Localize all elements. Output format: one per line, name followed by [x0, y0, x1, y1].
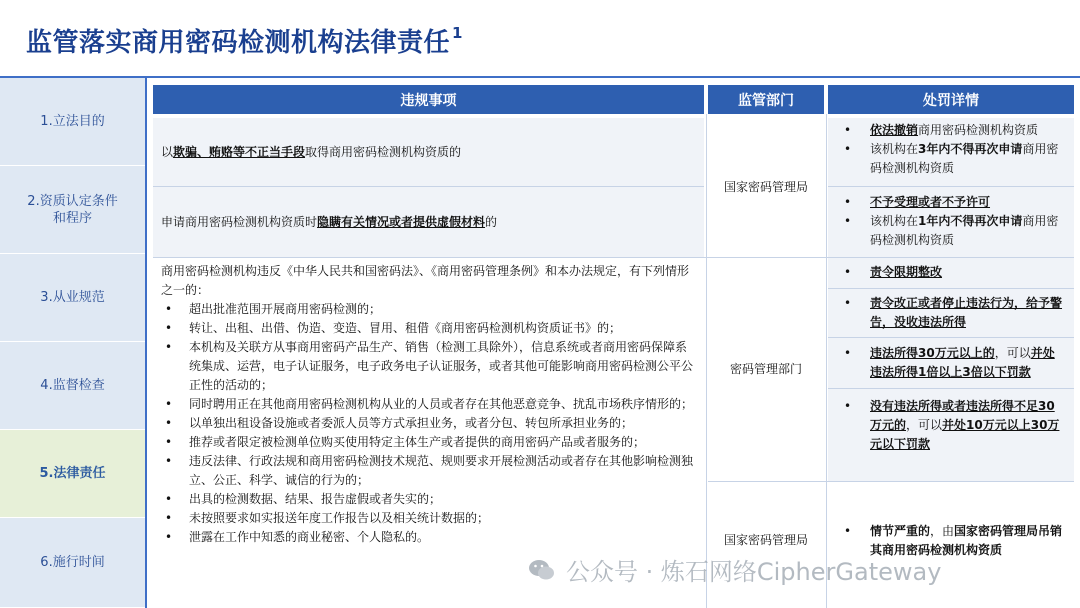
penalty-row-3: • 责令限期整改 — [828, 258, 1074, 288]
dept-row-3: 密码管理部门 — [729, 362, 802, 376]
dept-row-4: 国家密码管理局 — [723, 532, 808, 547]
nav-item-supervision[interactable]: 4.监督检查 — [0, 342, 145, 430]
violation-list — [159, 300, 698, 547]
violation-list-item: • 出具的检测数据、结果、报告虚假或者失实的； — [159, 490, 698, 509]
grid-line — [828, 337, 1074, 338]
penalty-row-7: • 情节严重的，由国家密码管理局吊销其商用密码检测机构资质 — [828, 482, 1074, 598]
violation-list-item: • 泄露在工作中知悉的商业秘密、个人隐私的。 — [159, 528, 698, 547]
grid-line — [826, 114, 827, 608]
grid-line — [708, 481, 1074, 482]
violation-list-item: • 推荐或者限定被检测单位购买使用特定主体生产或者提供的商用密码产品或者服务的； — [159, 433, 698, 452]
nav-item-qualification[interactable]: 2.资质认定条件 和程序 — [0, 166, 145, 254]
grid-line — [828, 388, 1074, 389]
dept-row-1-2: 国家密码管理局 — [723, 180, 808, 194]
penalty-row-5: • 违法所得30万元以上的，可以并处违法所得1倍以上3倍以下罚款 — [828, 338, 1074, 388]
penalty-row-1: • 依法撤销商用密码检测机构资质 • 该机构在3年内不得再次申请商用密码检测机构资质 — [828, 118, 1074, 186]
grid-line — [828, 288, 1074, 289]
nav-item-liability[interactable]: 5.法律责任 — [0, 430, 145, 518]
violation-list-item: • 转让、出租、出借、伪造、变造、冒用、租借《商用密码检测机构资质证书》的； — [159, 319, 698, 338]
wechat-icon — [528, 558, 556, 582]
violation-list-item: • 本机构及关联方从事商用密码产品生产、销售（检测工具除外），信息系统或者商用密码保障系统集成、运营，电子认证服务，电子政务电子认证服务，或者其他可能影响商用密码检测公平公正性的活动的； — [159, 338, 698, 395]
penalty-row-2: • 不予受理或者不予许可 • 该机构在1年内不得再次申请商用密码检测机构资质 — [828, 187, 1074, 257]
section-nav — [0, 78, 147, 608]
penalty-row-6: • 没有违法所得或者违法所得不足30万元的，可以并处10万元以上30万元以下罚款 — [828, 389, 1074, 481]
violation-list-item: • 同时聘用正在其他商用密码检测机构从业的人员或者存在其他恶意竞争、扰乱市场秩序情形的； — [159, 395, 698, 414]
penalty-row-4: • 责令改正或者停止违法行为，给予警告，没收违法所得 — [828, 289, 1074, 337]
violation-row-2: 申请商用密码检测机构资质时隐瞒有关情况或者提供虚假材料的 — [153, 187, 704, 257]
header-penalty: 处罚详情 — [828, 85, 1074, 114]
watermark: 公众号 · 炼石网络CipherGateway — [528, 552, 941, 587]
grid-line — [153, 257, 1074, 258]
grid-line — [153, 186, 704, 187]
nav-item-purpose[interactable]: 1.立法目的 — [0, 78, 145, 166]
header-violation: 违规事项 — [153, 85, 704, 114]
violation-row-1: 以欺骗、贿赂等不正当手段取得商用密码检测机构资质的 — [153, 118, 704, 186]
nav-item-effective-date[interactable]: 6.施行时间 — [0, 518, 145, 608]
violation-list-item: • 以单独出租设备设施或者委派人员等方式承担业务，或者分包、转包所承担业务的； — [159, 414, 698, 433]
grid-line — [828, 186, 1074, 187]
violation-list-item: • 违反法律、行政法规和商用密码检测技术规范、规则要求开展检测活动或者存在其他影响检测独立、公正、科学、诚信的行为的； — [159, 452, 698, 490]
title-divider — [0, 76, 1080, 78]
grid-line — [706, 114, 707, 608]
violation-list-item: • 未按照要求如实报送年度工作报告以及相关统计数据的； — [159, 509, 698, 528]
nav-item-practice[interactable]: 3.从业规范 — [0, 254, 145, 342]
violation-list-item: • 超出批准范围开展商用密码检测的； — [159, 300, 698, 319]
title-footnote: 1 — [452, 24, 463, 42]
violation-row-3: 商用密码检测机构违反《中华人民共和国密码法》、《商用密码管理条例》和本办法规定，有下列情形之一的： • 超出批准范围开展商用密码检测的； • 转让、出租、出借、伪造、变造、冒用、租借《商用密码检测机构资质证书》的； • 本机构及关联方从事商用密码产品生产、销售（检测工具除外），信息系统或者商用密码保障系统集成、运营，电子认证服务，电子政务电子认证服务，或者其他可能影响商用密码检测公平公正性的活动的； • 同时聘用正在其他商用密码检测机构从业的人员或者存在其他恶意竞争、扰乱市场秩序情形的； • 以单独出租设备设施或者委派人员等方式承担业务，或者分包、转包所承担业务的； • 推荐或者限定被检测单位购买使用特定主体生产或者提供的商用密码产品或者服务的； • 违反法律、行政法规和商用密码检测技术规范、规则要求开展检测活动或者存在其他影响检测独立、公正、科学、诚信的行为的； • 出具的检测数据、结果、报告虚假或者失实的； • 未按照要求如实报送年度工作报告以及相关统计数据的； • 泄露在工作中知悉的商业秘密、个人隐私的。 — [153, 258, 704, 598]
header-dept: 监管部门 — [708, 85, 824, 114]
page-title: 监管落实商用密码检测机构法律责任 $^1$ — [26, 24, 463, 58]
